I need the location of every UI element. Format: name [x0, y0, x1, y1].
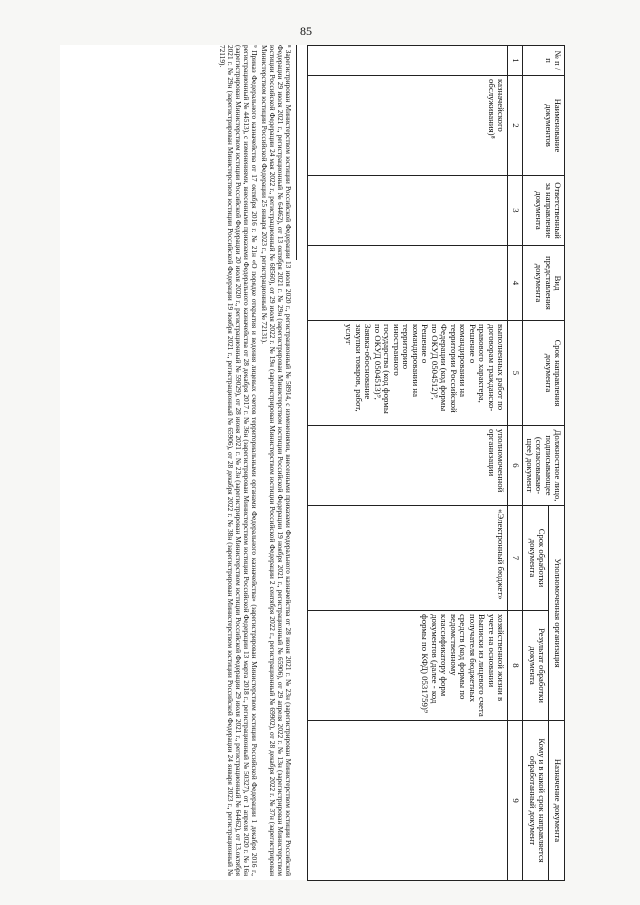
header-responsible: Ответственный за направление документа	[522, 176, 564, 246]
header-row-1	[549, 46, 565, 881]
footnote-divider	[296, 45, 297, 260]
col-number: 8	[508, 611, 523, 721]
documents-table	[307, 45, 565, 881]
header-proc-term: Срок обработки документа	[522, 506, 548, 611]
table-row	[308, 46, 508, 881]
header-result: Результат обработки документа	[522, 611, 548, 721]
header-org-group: Уполномоченная организация	[549, 506, 565, 721]
header-deadline: Срок направления документа	[522, 321, 564, 426]
cell-form	[308, 246, 508, 321]
header-dest-group: Назначение документа	[549, 721, 565, 881]
page-number: 85	[300, 24, 312, 38]
col-number: 4	[508, 246, 523, 321]
cell-result: хозяйственной жизни в учете на основании Выписки из лицевого счета получателя бюджетных средств (код формы по ведомственному классификатору форм документов (далее - код формы по КФД) 0531759)⁹	[308, 611, 508, 721]
header-official: Должностное лицо, подписывающее (согласовываю- щее) документ	[522, 426, 564, 506]
col-number: 6	[508, 426, 523, 506]
cell-dest	[308, 721, 508, 881]
footnote-8: ⁸ Зарегистрирован Министерством юстиции Российской Федерации 13 июля 2020 г., регистрационный № 58914, с изменениями, внесенными приказами Федерального казначейства от 28 июня 2021 г. № 23н (зарегистрирован Министерством юстиции Российской Федерации 29 июля 2021 г., регистрационный № 64462), от 13 октября 2021 г. № 29н (зарегистрирован Министерством юстиции Российской Федерации 19 ноября 2021 г., регистрационный № 65906), от 29 апреля 2022 г. № 13н (зарегистрирован Министерством юстиции Российской Федерации 24 мая 2022 г., регистрационный № 68560), от 29 июля 2022 г. № 19н (зарегистрирован Министерством юстиции Российской Федерации 2 сентября 2022 г., регистрационный № 69902), от 28 декабря 2022 г. № 37н (зарегистрирован Министерством юстиции Российской Федерации 25 января 2023 г., регистрационный № 72131).	[260, 45, 294, 876]
cell-num	[308, 46, 508, 76]
col-number: 5	[508, 321, 523, 426]
footnotes	[218, 45, 298, 880]
header-dest: Кому и в какой срок направляется обработанный документ	[522, 721, 548, 881]
header-form: Вид представления документа	[522, 246, 564, 321]
cell-deadline: выполненных работ по договорам гражданско-правового характера, Решение о командировании на территории Российской Федерации (код формы по ОКУД 0504512)⁹, Решение о командировании на территорию иностранного государства (код формы по ОКУД 0504513)⁹, Заявка-обоснование закупки товаров, работ, услуг	[308, 321, 508, 426]
col-number: 3	[508, 176, 523, 246]
footnote-9: ⁹ Приказ Федерального казначейства от 17 октября 2016 г. № 21н «О порядке открытия и ведения лицевых счетов территориальными органами Федерального казначейства» (зарегистрирован Министерством юстиции Российской Федерации 1 декабря 2016 г., регистрационный № 44513), с изменениями, внесенными приказами Федерального казначейства от 28 декабря 2017 г. № 36н (зарегистрирован Министерством юстиции Российской Федерации 13 марта 2018 г., регистрационный № 50327), от 1 апреля 2020 г. № 16н (зарегистрирован Министерством юстиции Российской Федерации 20 июля 2020 г., регистрационный № 59029), от 28 июня 2021 г. № 23н (зарегистрирован Министерством юстиции Российской Федерации 29 июля 2021 г., регистрационный № 64462), от 13.октября 2021 г. № 29н (зарегистрирован Министерством юстиции Российской Федерации 19 ноября 2021 г., регистрационный № 65906), от 28 декабря 2022 г. № 38н (зарегистрирован Министерством юстиции Российской Федерации 24 января 2023 г., регистрационный № 72119).	[217, 45, 259, 876]
col-number: 1	[508, 46, 523, 76]
header-num: № п / п	[522, 46, 564, 76]
rotated-content	[60, 45, 565, 880]
col-number: 7	[508, 506, 523, 611]
cell-official: уполномоченной организации	[308, 426, 508, 506]
column-number-row	[508, 46, 523, 881]
header-name: Наименование документов	[522, 76, 564, 176]
cell-responsible	[308, 176, 508, 246]
col-number: 9	[508, 721, 523, 881]
col-number: 2	[508, 76, 523, 176]
cell-name: казначейского обслуживания)⁸	[308, 76, 508, 176]
cell-proc-term: «Электронный бюджет»	[308, 506, 508, 611]
